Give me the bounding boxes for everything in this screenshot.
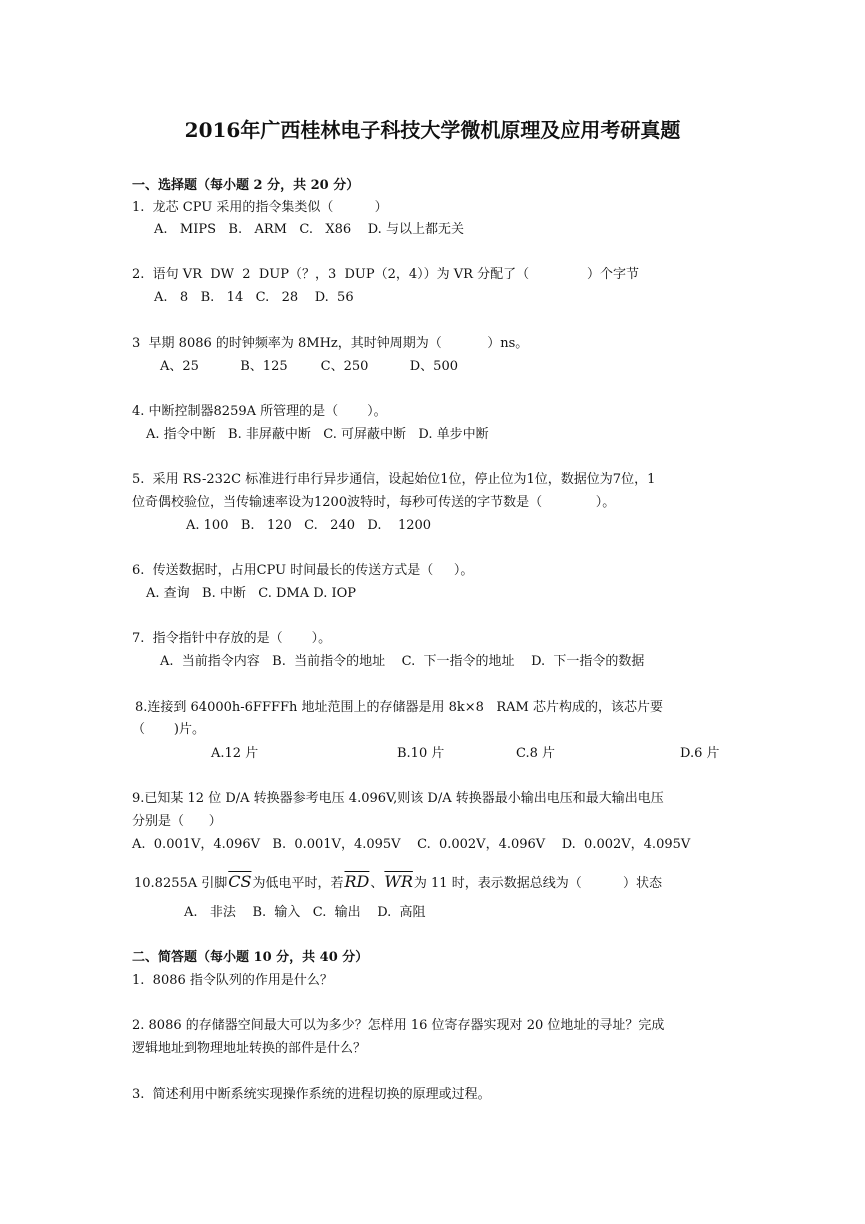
q8-option-c: C.8 片 xyxy=(516,746,556,761)
q10-prefix: 10.8255A 引脚 xyxy=(134,876,228,891)
q7-options: A. 当前指令内容 B. 当前指令的地址 C. 下一指令的地址 D. 下一指令的数据 xyxy=(160,654,645,669)
q9-line2: 分别是（ ） xyxy=(132,814,222,829)
q4-options: A. 指令中断 B. 非屏蔽中断 C. 可屏蔽中断 D. 单步中断 xyxy=(146,427,489,442)
q10-stem xyxy=(134,873,662,893)
q8-option-a: A.12 片 xyxy=(211,746,259,761)
q5-line2: 位奇偶校验位，当传输速率设为1200波特时，每秒可传送的字节数是（ ）。 xyxy=(132,495,616,510)
q10-sep: 、 xyxy=(370,876,384,891)
q2-stem: 2. 语句 VR DW 2 DUP（？，3 DUP（2，4））为 VR 分配了（ ）个字节 xyxy=(132,267,639,282)
q4-stem: 4. 中断控制器8259A 所管理的是（ ）。 xyxy=(132,404,387,419)
q3-options: A、25 B、125 C、250 D、500 xyxy=(160,359,458,374)
section1-heading: 一、选择题（每小题 2 分，共 20 分） xyxy=(132,178,360,193)
q1-stem: 1. 龙芯 CPU 采用的指令集类似（ ） xyxy=(132,200,388,215)
q2-options: A. 8 B. 14 C. 28 D. 56 xyxy=(154,290,354,305)
cs-signal: $\overline{CS}$ xyxy=(228,872,252,891)
q7-stem: 7. 指令指针中存放的是（ ）。 xyxy=(132,631,332,646)
section2-heading: 二、简答题（每小题 10 分，共 40 分） xyxy=(132,950,369,965)
page-title: 2016年广西桂林电子科技大学微机原理及应用考研真题 xyxy=(184,118,681,142)
q10-mid: 为低电平时，若 xyxy=(252,876,344,891)
s2-q1: 1. 8086 指令队列的作用是什么？ xyxy=(132,973,333,988)
q1-options: A. MIPS B. ARM C. X86 D. 与以上都无关 xyxy=(154,222,464,237)
q5-options: A. 100 B. 120 C. 240 D. 1200 xyxy=(186,518,432,533)
q3-stem: 3 早期 8086 的时钟频率为 8MHz，其时钟周期为（ ）ns。 xyxy=(132,336,529,351)
q6-stem: 6. 传送数据时，占用CPU 时间最长的传送方式是（ ）。 xyxy=(132,563,474,578)
wr-signal: $\overline{WR}$ xyxy=(384,872,413,891)
q8-option-d: D.6 片 xyxy=(680,746,720,761)
s2-q2-line1: 2. 8086 的存储器空间最大可以为多少？怎样用 16 位寄存器实现对 20 位地址的寻址？完成 xyxy=(132,1018,665,1033)
q8-option-b: B.10 片 xyxy=(397,746,445,761)
q5-line1: 5. 采用 RS-232C 标准进行串行异步通信，设起始位1位，停止位为1位，数据位为7位，1 xyxy=(132,472,656,487)
q10-suffix: 为 11 时，表示数据总线为（ ）状态 xyxy=(413,876,663,891)
q9-options: A. 0.001V，4.096V B. 0.001V，4.095V C. 0.002V，4.096V D. 0.002V，4.095V xyxy=(132,837,691,852)
s2-q3: 3. 简述利用中断系统实现操作系统的进程切换的原理或过程。 xyxy=(132,1087,491,1102)
s2-q2-line2: 逻辑地址到物理地址转换的部件是什么？ xyxy=(132,1041,367,1056)
q6-options: A. 查询 B. 中断 C. DMA D. IOP xyxy=(146,586,357,601)
q8-line2: （ )片。 xyxy=(132,722,205,737)
q10-options: A. 非法 B. 输入 C. 输出 D. 高阻 xyxy=(184,905,426,920)
q8-line1: 8.连接到 64000h-6FFFFh 地址范围上的存储器是用 8k×8 RAM 芯片构成的，该芯片要 xyxy=(135,700,663,715)
rd-signal: $\overline{RD}$ xyxy=(344,872,370,891)
q9-line1: 9.已知某 12 位 D/A 转换器参考电压 4.096V,则该 D/A 转换器最小输出电压和最大输出电压 xyxy=(132,791,664,806)
